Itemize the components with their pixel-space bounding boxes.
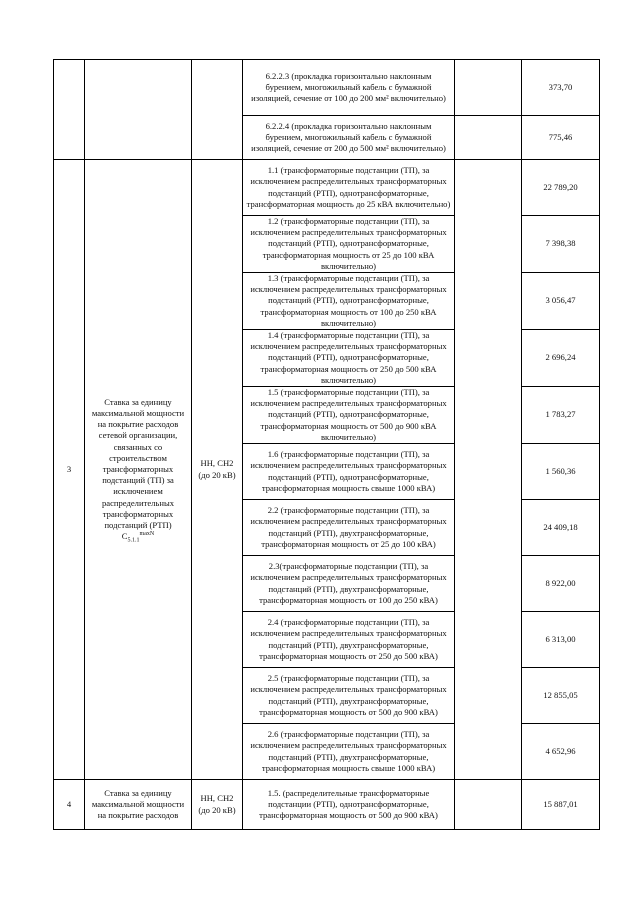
table-row [54,160,600,216]
rate-cell [85,160,192,780]
value-cell: 3 056,47 [522,273,600,330]
value-cell: 7 398,38 [522,216,600,273]
value-cell: 2 696,24 [522,330,600,387]
description-cell: 6.2.2.3 (прокладка горизонтально наклонным бурением, многожильный кабель с бумажной изоляцией, сечение от 100 до 200 мм² включительно) [243,60,455,116]
table-row [54,60,600,116]
rate-subscript: 5.1.1 [127,537,140,544]
voltage-cell [192,60,243,160]
rate-text: Ставка за единицу максимальной мощности на покрытие расходов сетевой организации, связанных со строительством трансформаторных подстанций (ТП) за исключением распределительных трансформаторных подстанций (РТП) С [91,396,185,542]
value-cell: 22 789,20 [522,160,600,216]
description-cell: 1.3 (трансформаторные подстанции (ТП), за исключением распределительных трансформаторных подстанций (РТП), однотрансформаторные, трансформаторная мощность от 100 до 250 кВА включительно) [243,273,455,330]
value-cell: 6 313,00 [522,612,600,668]
description-cell: 1.2 (трансформаторные подстанции (ТП), за исключением распределительных трансформаторных подстанций (РТП), однотрансформаторные, трансформаторная мощность от 25 до 100 кВА включительно) [243,216,455,273]
description-cell: 1.5. (распределительные трансформаторные подстанции (РТП), однотрансформаторные, трансформаторная мощность от 500 до 900 кВА) [243,780,455,830]
description-cell: 2.2 (трансформаторные подстанции (ТП), за исключением распределительных трансформаторных подстанций (РТП), двухтрансформаторные, трансформаторная мощность от 25 до 100 кВА) [243,500,455,556]
row-number-cell [54,60,85,160]
description-cell: 1.6 (трансформаторные подстанции (ТП), за исключением распределительных трансформаторных подстанций (РТП), однотрансформаторные, трансформаторная мощность свыше 1000 кВА) [243,444,455,500]
value-cell: 4 652,96 [522,724,600,780]
empty-cell [455,160,522,780]
value-cell: 775,46 [522,116,600,160]
voltage-cell: НН, СН2 (до 20 кВ) [192,780,243,830]
description-cell: 2.5 (трансформаторные подстанции (ТП), за исключением распределительных трансформаторных подстанций (РТП), двухтрансформаторные, трансформаторная мощность от 500 до 900 кВА) [243,668,455,724]
tariff-table [53,59,600,830]
description-cell: 1.5 (трансформаторные подстанции (ТП), за исключением распределительных трансформаторных подстанций (РТП), однотрансформаторные, трансформаторная мощность от 500 до 900 кВА включительно) [243,387,455,444]
value-cell: 24 409,18 [522,500,600,556]
voltage-cell: НН, СН2 (до 20 кВ) [192,160,243,780]
description-cell: 2.3(трансформаторные подстанции (ТП), за исключением распределительных трансформаторных подстанций (РТП), двухтрансформаторные, трансформаторная мощность от 100 до 250 кВА) [243,556,455,612]
value-cell: 8 922,00 [522,556,600,612]
description-cell: 1.4 (трансформаторные подстанции (ТП), за исключением распределительных трансформаторных подстанций (РТП), однотрансформаторные, трансформаторная мощность от 250 до 500 кВА включительно) [243,330,455,387]
empty-cell [455,116,522,160]
rate-cell: Ставка за единицу максимальной мощности на покрытие расходов [85,780,192,830]
empty-cell [455,780,522,830]
rate-cell [85,60,192,160]
description-cell: 2.6 (трансформаторные подстанции (ТП), за исключением распределительных трансформаторных подстанций (РТП), двухтрансформаторные, трансформаторная мощность свыше 1000 кВА) [243,724,455,780]
description-cell: 6.2.2.4 (прокладка горизонтально наклонным бурением, многожильный кабель с бумажной изоляцией, сечение от 200 до 500 мм² включительно) [243,116,455,160]
value-cell: 15 887,01 [522,780,600,830]
row-number-cell: 4 [54,780,85,830]
table-row [54,780,600,830]
description-cell: 2.4 (трансформаторные подстанции (ТП), за исключением распределительных трансформаторных подстанций (РТП), двухтрансформаторные, трансформаторная мощность от 250 до 500 кВА) [243,612,455,668]
rate-superscript: maxN [139,531,155,538]
empty-cell [455,60,522,116]
description-cell: 1.1 (трансформаторные подстанции (ТП), за исключением распределительных трансформаторных подстанций (РТП), однотрансформаторные, трансформаторная мощность до 25 кВА включительно) [243,160,455,216]
value-cell: 1 783,27 [522,387,600,444]
value-cell: 1 560,36 [522,444,600,500]
value-cell: 373,70 [522,60,600,116]
value-cell: 12 855,05 [522,668,600,724]
row-number-cell: 3 [54,160,85,780]
